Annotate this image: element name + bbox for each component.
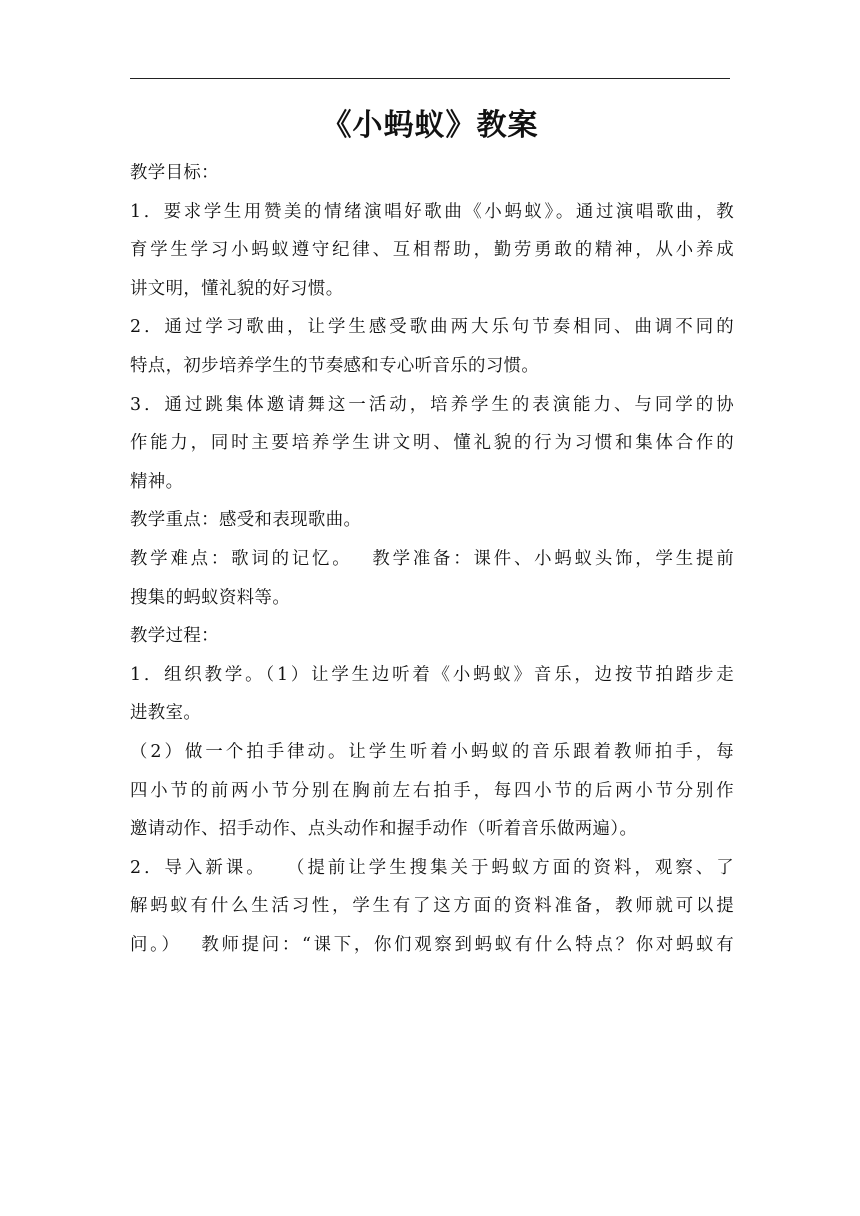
header-rule [130, 78, 730, 79]
text-line: 讲文明，懂礼貌的好习惯。 [130, 278, 344, 299]
text-line: 2．导入新课。 （提前让学生搜集关于蚂蚁方面的资料，观察、了 [130, 857, 734, 878]
text-line: 邀请动作、招手动作、点头动作和握手动作（听着音乐做两遍）。 [130, 819, 638, 840]
text-line: 3．通过跳集体邀请舞这一活动，培养学生的表演能力、与同学的协 [130, 394, 734, 415]
text-line: （2）做一个拍手律动。让学生听着小蚂蚁的音乐跟着教师拍手，每 [130, 741, 734, 762]
text-line: 精神。 [130, 471, 184, 492]
text-line: 搜集的蚂蚁资料等。 [130, 587, 291, 608]
text-line: 1．组织教学。（1）让学生边听着《小蚂蚁》音乐，边按节拍踏步走 [130, 664, 734, 685]
text-line: 育学生学习小蚂蚁遵守纪律、互相帮助，勤劳勇敢的精神，从小养成 [130, 240, 734, 261]
text-line: 教学过程： [130, 626, 219, 647]
document-body [130, 154, 734, 964]
text-line: 进教室。 [130, 703, 202, 724]
text-line: 解蚂蚁有什么生活习性，学生有了这方面的资料准备，教师就可以提 [130, 896, 734, 917]
text-line: 作能力，同时主要培养学生讲文明、懂礼貌的行为习惯和集体合作的 [130, 433, 734, 454]
text-line: 教学目标： [130, 163, 219, 183]
text-line: 四小节的前两小节分别在胸前左右拍手，每四小节的后两小节分别作 [130, 780, 734, 801]
text-line: 教学难点：歌词的记忆。 教学准备：课件、小蚂蚁头饰，学生提前 [130, 548, 734, 569]
text-line: 特点，初步培养学生的节奏感和专心听音乐的习惯。 [130, 355, 540, 376]
document-title: 《小蚂蚁》教案 [321, 108, 539, 143]
text-line: 1．要求学生用赞美的情绪演唱好歌曲《小蚂蚁》。通过演唱歌曲，教 [130, 201, 734, 222]
text-line: 教学重点：感受和表现歌曲。 [130, 510, 362, 531]
text-line: 问。） 教师提问：“课下，你们观察到蚂蚁有什么特点？你对蚂蚁有 [130, 934, 734, 955]
text-line: 2．通过学习歌曲，让学生感受歌曲两大乐句节奏相同、曲调不同的 [130, 317, 734, 338]
